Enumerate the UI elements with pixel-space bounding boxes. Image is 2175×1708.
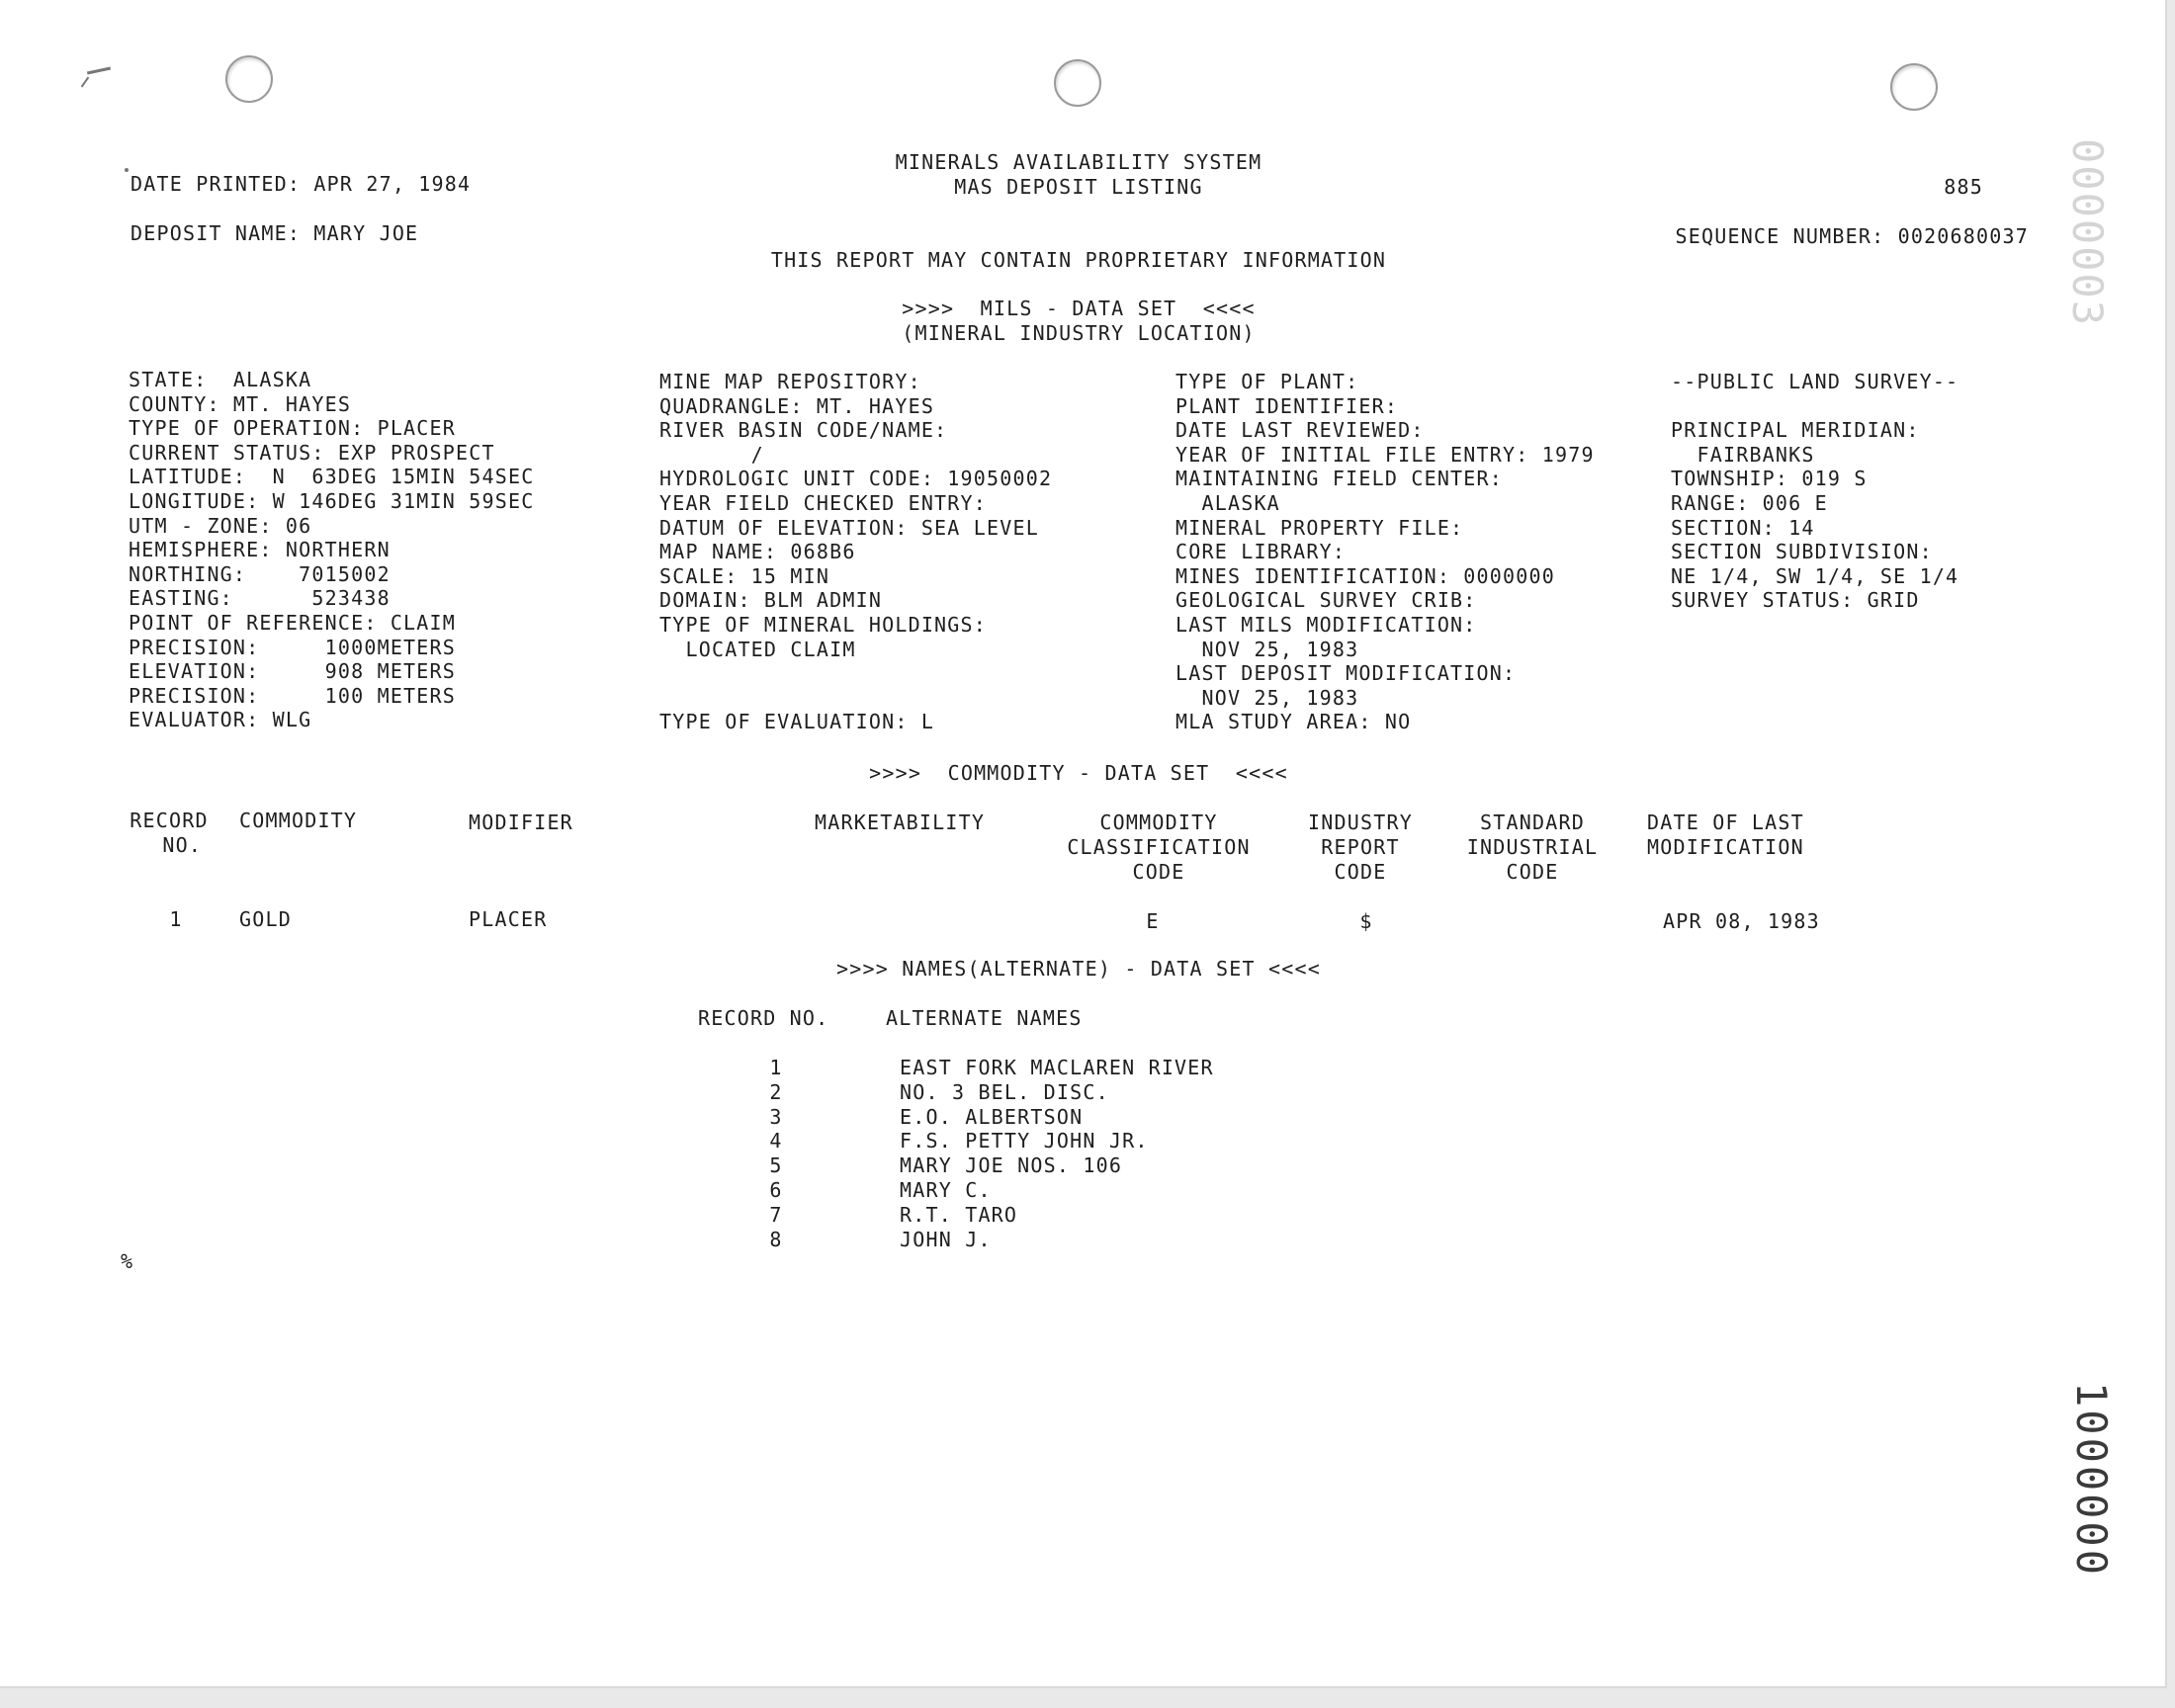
commodity-cell-classification: E xyxy=(1146,909,1160,933)
mils-field-line: HEMISPHERE: NORTHERN xyxy=(129,538,391,562)
mils-field-line: / xyxy=(659,442,764,467)
mils-field-line: TYPE OF EVALUATION: L xyxy=(659,710,935,734)
mils-field-line: POINT OF REFERENCE: CLAIM xyxy=(129,611,457,635)
mils-field-line: ELEVATION: 908 METERS xyxy=(129,659,457,684)
page-number: 885 xyxy=(1944,175,1983,199)
mils-field-line: SECTION SUBDIVISION: xyxy=(1671,540,1933,564)
commodity-cell-industry-report: $ xyxy=(1359,909,1373,933)
commodity-header-record-no: RECORD NO. xyxy=(130,809,209,857)
commodity-header-date-last-mod: DATE OF LAST MODIFICATION xyxy=(1647,811,1804,859)
mils-field-line: NORTHING: 7015002 xyxy=(129,561,391,586)
mils-field-line: LONGITUDE: W 146DEG 31MIN 59SEC xyxy=(129,489,535,513)
mils-field-line: MLA STUDY AREA: NO xyxy=(1175,710,1412,734)
mils-field-line: SCALE: 15 MIN xyxy=(659,563,830,588)
mils-field-line: LOCATED CLAIM xyxy=(659,637,856,661)
mils-section-title: >>>> MILS - DATA SET <<<< xyxy=(902,297,1256,320)
mils-field-line: UTM - ZONE: 06 xyxy=(129,513,312,538)
pen-mark xyxy=(87,67,111,75)
binder-hole-center xyxy=(1054,59,1101,107)
mils-field-line: MINERAL PROPERTY FILE: xyxy=(1175,515,1464,540)
end-of-record-mark: % xyxy=(121,1249,134,1273)
alternate-name-record-no: 6 xyxy=(769,1178,783,1202)
mils-field-line: CORE LIBRARY: xyxy=(1175,540,1347,564)
pen-mark xyxy=(125,168,129,172)
mils-field-line: GEOLOGICAL SURVEY CRIB: xyxy=(1175,588,1477,613)
commodity-header-modifier: MODIFIER xyxy=(469,811,573,834)
alternate-name-value: MARY JOE NOS. 106 xyxy=(900,1153,1123,1178)
proprietary-notice: THIS REPORT MAY CONTAIN PROPRIETARY INFORMATION xyxy=(770,248,1387,272)
deposit-name: DEPOSIT NAME: MARY JOE xyxy=(130,221,419,245)
alternate-name-value: MARY C. xyxy=(900,1178,992,1202)
mils-field-line: CURRENT STATUS: EXP PROSPECT xyxy=(129,440,495,465)
mils-field-line: SURVEY STATUS: GRID xyxy=(1671,588,1920,613)
mils-field-line: NOV 25, 1983 xyxy=(1175,685,1359,710)
alternate-name-record-no: 1 xyxy=(769,1056,783,1079)
mils-field-line: QUADRANGLE: MT. HAYES xyxy=(659,393,935,418)
commodity-cell-date-last-mod: APR 08, 1983 xyxy=(1663,909,1820,933)
alternate-name-record-no: 5 xyxy=(769,1153,783,1178)
mils-field-line: LAST DEPOSIT MODIFICATION: xyxy=(1175,661,1517,686)
margin-stamp-bottom: 1000000 xyxy=(2067,1382,2116,1579)
mils-field-line: LATITUDE: N 63DEG 15MIN 54SEC xyxy=(129,465,535,489)
mils-field-line: RIVER BASIN CODE/NAME: xyxy=(659,418,948,443)
system-title: MINERALS AVAILABILITY SYSTEM xyxy=(895,150,1262,174)
mils-field-line: MAINTAINING FIELD CENTER: xyxy=(1175,467,1504,491)
mils-field-line: MAP NAME: 068B6 xyxy=(659,540,856,564)
mils-field-line: PRINCIPAL MERIDIAN: xyxy=(1671,418,1920,443)
margin-stamp-top: 0000003 xyxy=(2063,138,2112,328)
mils-field-line: EVALUATOR: WLG xyxy=(129,708,312,732)
mils-field-line: PLANT IDENTIFIER: xyxy=(1175,393,1399,418)
mils-field-line: MINE MAP REPOSITORY: xyxy=(659,370,921,393)
mils-field-line: TOWNSHIP: 019 S xyxy=(1671,467,1868,491)
alternate-name-record-no: 4 xyxy=(769,1129,783,1153)
mils-field-line: HYDROLOGIC UNIT CODE: 19050002 xyxy=(659,467,1053,491)
mils-field-line: NE 1/4, SW 1/4, SE 1/4 xyxy=(1671,563,1959,588)
mils-field-line: TYPE OF OPERATION: PLACER xyxy=(129,416,457,441)
commodity-header-classification: COMMODITY CLASSIFICATION CODE xyxy=(1067,811,1251,884)
mils-field-line: STATE: ALASKA xyxy=(129,368,312,391)
mils-field-line: DATE LAST REVIEWED: xyxy=(1175,418,1425,443)
mils-field-line: PRECISION: 1000METERS xyxy=(129,635,457,659)
names-header-record-no: RECORD NO. xyxy=(698,1006,829,1030)
date-printed: DATE PRINTED: APR 27, 1984 xyxy=(130,172,472,196)
listing-title: MAS DEPOSIT LISTING xyxy=(954,175,1203,199)
mils-field-line: EASTING: 523438 xyxy=(129,586,391,611)
mils-section-subtitle: (MINERAL INDUSTRY LOCATION) xyxy=(902,321,1256,345)
binder-hole-right xyxy=(1890,63,1938,111)
alternate-name-value: E.O. ALBERTSON xyxy=(900,1104,1084,1129)
mils-field-line: NOV 25, 1983 xyxy=(1175,637,1359,661)
names-section-title: >>>> NAMES(ALTERNATE) - DATA SET <<<< xyxy=(836,957,1321,981)
mils-field-line: DOMAIN: BLM ADMIN xyxy=(659,588,883,613)
commodity-cell-modifier: PLACER xyxy=(469,907,548,931)
alternate-name-record-no: 8 xyxy=(769,1227,783,1251)
alternate-name-value: EAST FORK MACLAREN RIVER xyxy=(900,1056,1214,1079)
mils-field-line: DATUM OF ELEVATION: SEA LEVEL xyxy=(659,515,1039,540)
mils-field-line: MINES IDENTIFICATION: 0000000 xyxy=(1175,563,1555,588)
mils-field-line: ALASKA xyxy=(1175,491,1280,515)
mils-field-line: YEAR FIELD CHECKED ENTRY: xyxy=(659,491,988,515)
commodity-header-standard-industrial: STANDARD INDUSTRIAL CODE xyxy=(1466,811,1599,884)
mils-field-line: PRECISION: 100 METERS xyxy=(129,683,457,708)
mils-field-line: TYPE OF PLANT: xyxy=(1175,370,1359,393)
alternate-name-value: F.S. PETTY JOHN JR. xyxy=(900,1129,1149,1153)
commodity-section-title: >>>> COMMODITY - DATA SET <<<< xyxy=(869,761,1288,785)
mils-field-line: RANGE: 006 E xyxy=(1671,491,1828,515)
pen-mark xyxy=(81,77,90,88)
mils-field-line: LAST MILS MODIFICATION: xyxy=(1175,613,1477,637)
alternate-name-record-no: 3 xyxy=(769,1104,783,1129)
alternate-name-value: JOHN J. xyxy=(900,1227,992,1251)
commodity-header-commodity: COMMODITY xyxy=(239,809,358,832)
mils-field-line: TYPE OF MINERAL HOLDINGS: xyxy=(659,613,988,637)
alternate-name-value: NO. 3 BEL. DISC. xyxy=(900,1079,1109,1104)
mils-field-line: YEAR OF INITIAL FILE ENTRY: 1979 xyxy=(1175,442,1595,467)
commodity-cell-record-no: 1 xyxy=(169,907,183,931)
binder-hole-left xyxy=(225,55,273,103)
alternate-name-record-no: 7 xyxy=(769,1202,783,1227)
mils-field-line: COUNTY: MT. HAYES xyxy=(129,391,352,416)
mils-field-line: FAIRBANKS xyxy=(1671,442,1815,467)
commodity-header-marketability: MARKETABILITY xyxy=(815,811,986,834)
commodity-cell-commodity: GOLD xyxy=(239,907,292,931)
alternate-name-record-no: 2 xyxy=(769,1079,783,1104)
sequence-number: SEQUENCE NUMBER: 0020680037 xyxy=(1675,224,2029,248)
names-header-alternate-names: ALTERNATE NAMES xyxy=(886,1006,1083,1030)
commodity-header-industry-report: INDUSTRY REPORT CODE xyxy=(1308,811,1413,884)
alternate-name-value: R.T. TARO xyxy=(900,1202,1018,1227)
mils-field-line: --PUBLIC LAND SURVEY-- xyxy=(1671,370,1959,393)
mils-field-line: SECTION: 14 xyxy=(1671,515,1815,540)
